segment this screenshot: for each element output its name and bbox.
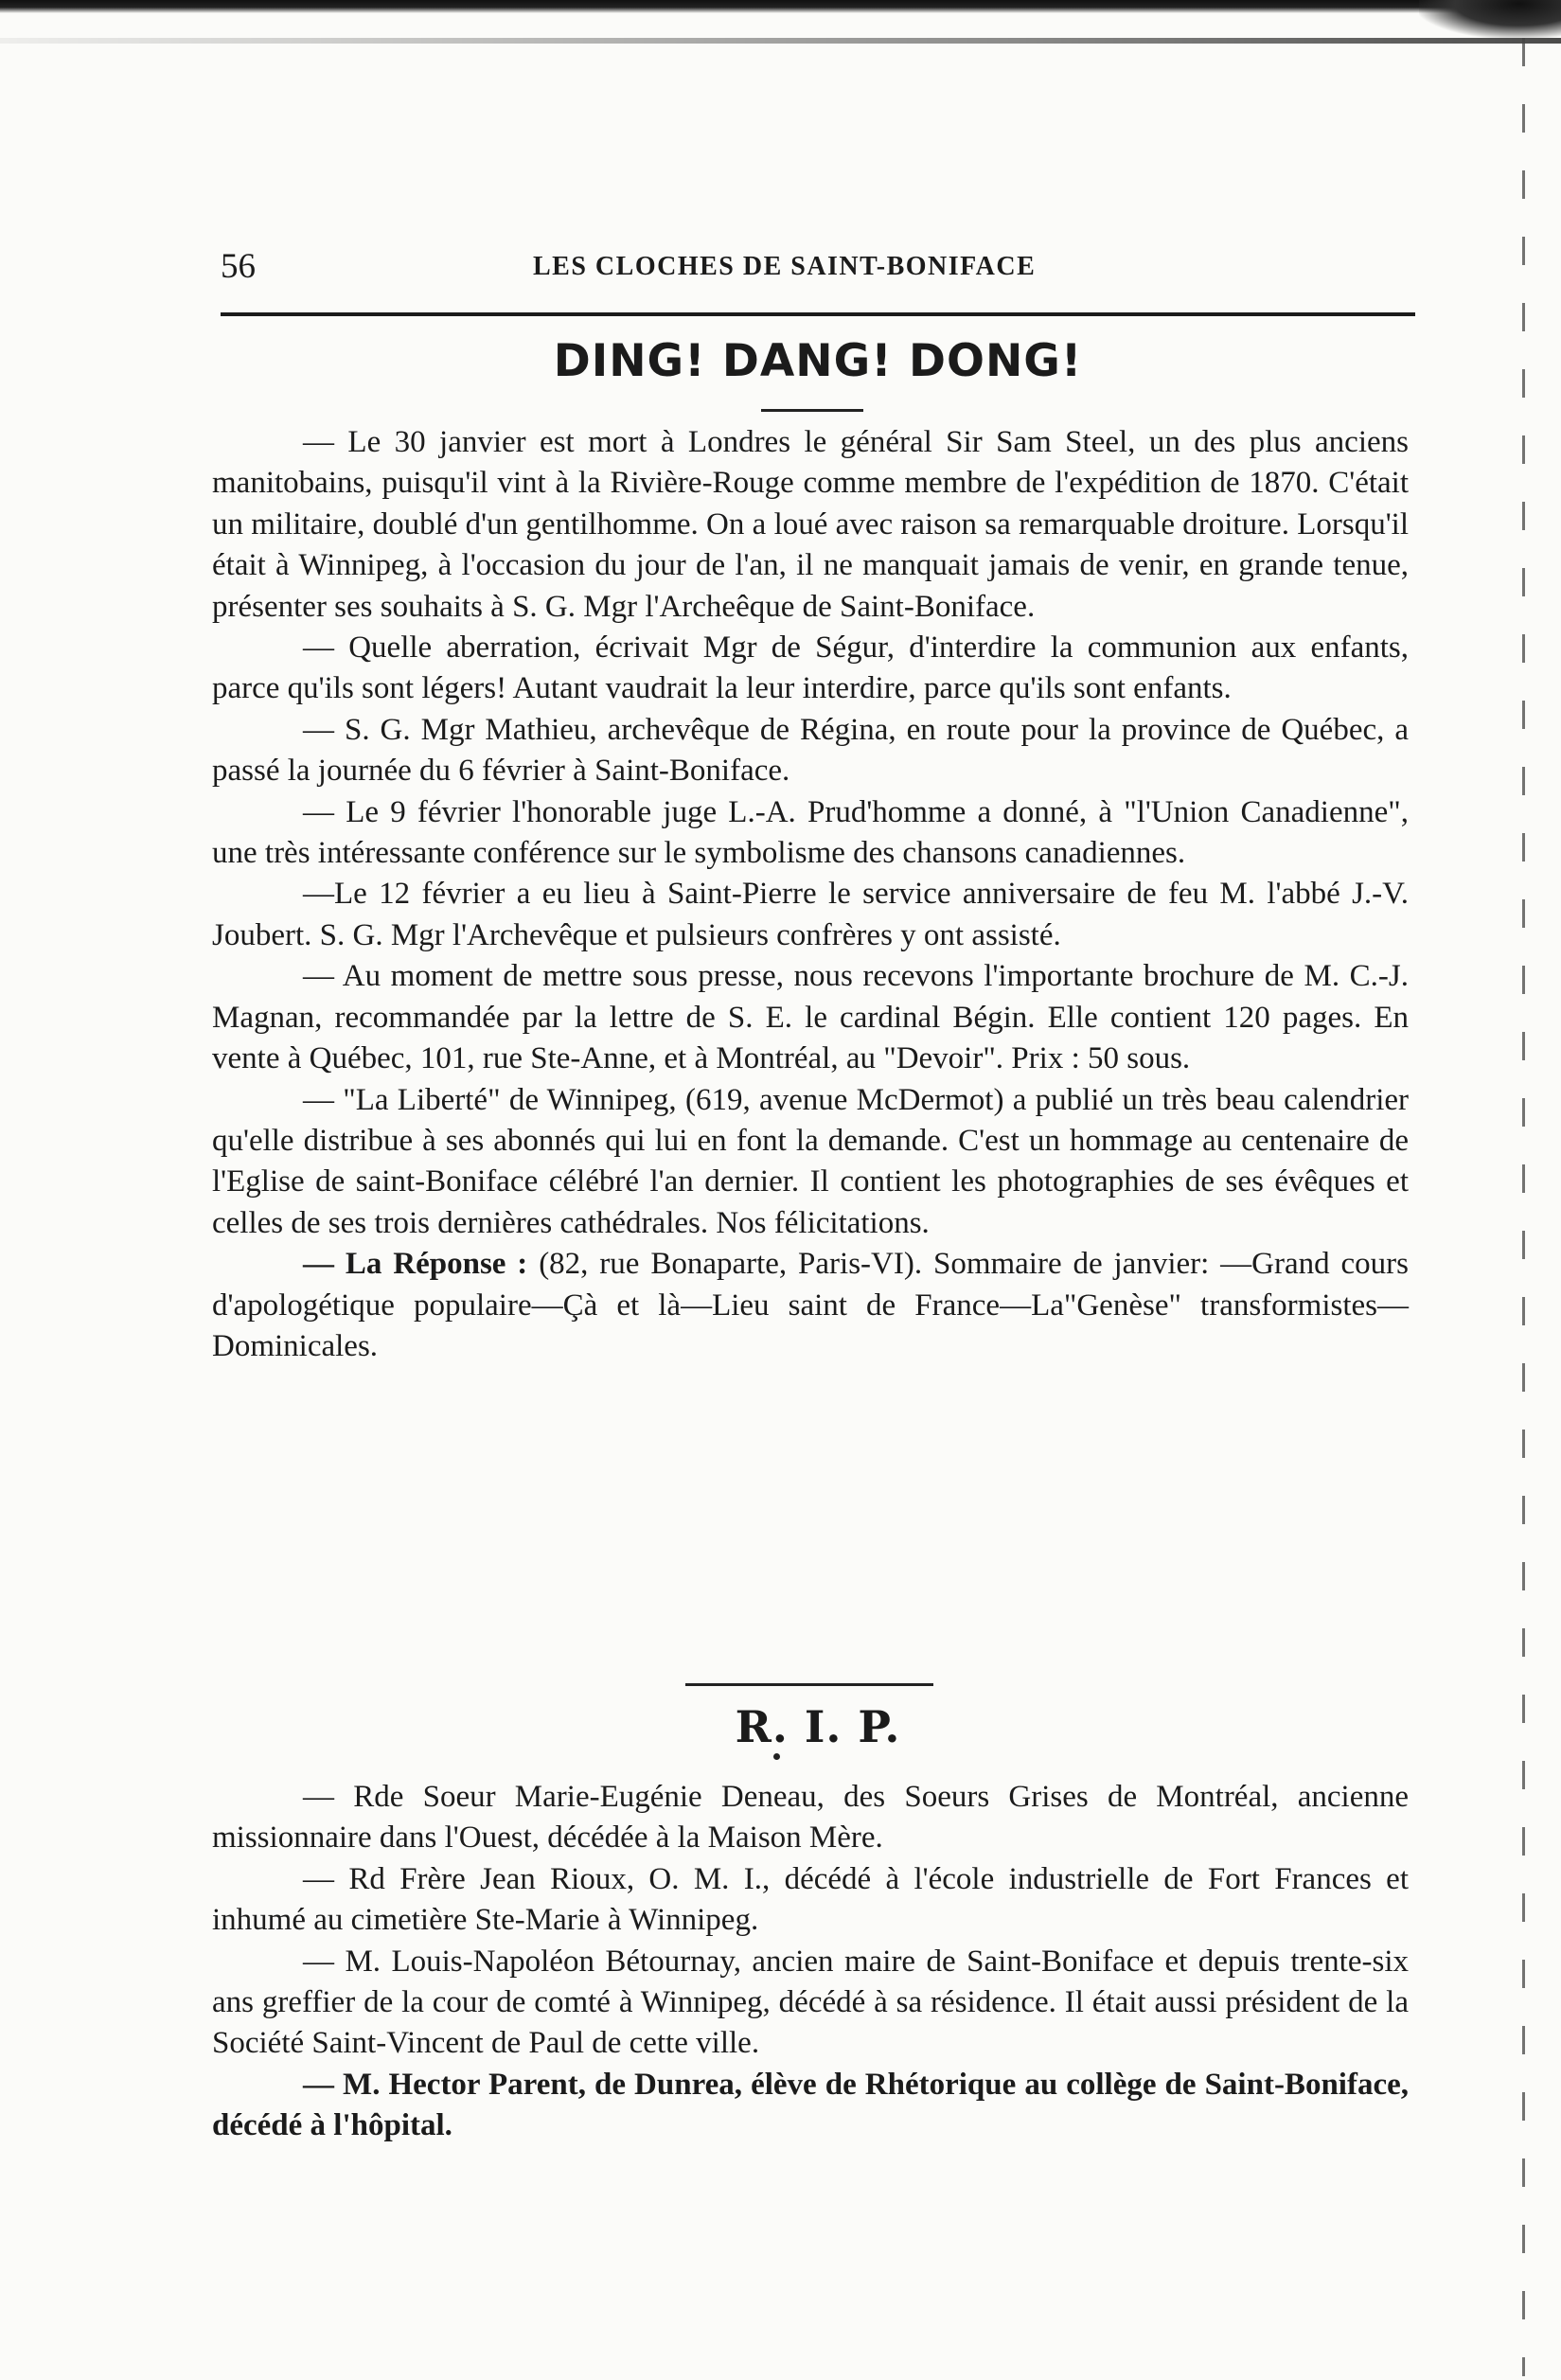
scan-page-edge	[1522, 38, 1525, 2376]
ornament-dot	[773, 1753, 780, 1760]
news-paragraph: — Quelle aberration, écrivait Mgr de Ségur, d'interdire la communion aux enfants, parce qu'ils sont légers! Autant vaudrait la leur interdire, parce qu'ils sont enfants.	[212, 631, 1409, 706]
section-title-ding: DING! DANG! DONG!	[553, 335, 1083, 387]
rip-notices	[212, 1777, 1409, 2147]
news-paragraph: — Le 30 janvier est mort à Londres le général Sir Sam Steel, un des plus anciens manitobains, puisqu'il vint à la Rivière-Rouge comme membre de l'expédition de 1870. C'était un militaire, doublé d'un gentilhomme. On a loué avec raison sa remarquable droiture. Lorsqu'il était à Winnipeg, à l'occasion du jour de l'an, il ne manquait jamais de venir, en grande tenue, présenter ses souhaits à S. G. Mgr l'Archeêque de Saint-Boniface.	[212, 425, 1409, 624]
scan-corner-shadow	[1419, 0, 1561, 38]
obituary-paragraph: — Rd Frère Jean Rioux, O. M. I., décédé à l'école industrielle de Fort Frances et inhumé au cimetière Ste-Marie à Winnipeg.	[212, 1861, 1409, 1938]
scan-streak	[0, 38, 1561, 44]
running-head	[221, 246, 1415, 293]
news-paragraph: — Au moment de mettre sous presse, nous recevons l'importante brochure de M. C.-J. Magnan, recommandée par la lettre de S. E. le cardinal Bégin. Elle contient 120 pages. En vente à Québec, 101, rue Ste-Anne, et à Montréal, au "Devoir". Prix : 50 sous.	[212, 959, 1409, 1076]
section-divider	[685, 1683, 933, 1686]
reponse-text: (82, rue Bonaparte, Paris-VI). Sommaire de janvier: —Grand cours d'apologétique populaire—Çà et là—Lieu saint de France—La"Genèse" transformistes—Dominicales.	[212, 1247, 1409, 1363]
section-title-rip: R. I. P.	[735, 1701, 901, 1752]
obituary-paragraph: — M. Louis-Napoléon Bétournay, ancien maire de Saint-Boniface et depuis trente-six ans greffier de la cour de comté à Winnipeg, décédé à sa résidence. Il était aussi président de la Société Saint-Vincent de Paul de cette ville.	[212, 1944, 1409, 2061]
obituary-paragraph: — Rde Soeur Marie-Eugénie Deneau, des Soeurs Grises de Montréal, ancienne missionnaire dans l'Ouest, décédée à la Maison Mère.	[212, 1780, 1409, 1856]
reponse-lead: — La Réponse :	[303, 1247, 528, 1282]
news-paragraph: —Le 12 février a eu lieu à Saint-Pierre le service anniversaire de feu M. l'abbé J.-V. Joubert. S. G. Mgr l'Archevêque et pulsieurs confrères y ont assisté.	[212, 877, 1409, 952]
ding-article	[212, 422, 1409, 1367]
page-number: 56	[221, 247, 256, 286]
obituary-paragraph: — M. Hector Parent, de Dunrea, élève de Rhétorique au collège de Saint-Boniface, décédé à l'hôpital.	[212, 2067, 1409, 2143]
title-underline	[761, 409, 863, 412]
reponse-paragraph	[212, 1244, 1409, 1367]
running-title: LES CLOCHES DE SAINT-BONIFACE	[533, 252, 1037, 281]
news-paragraph: — "La Liberté" de Winnipeg, (619, avenue McDermot) a publié un très beau calendrier qu'elle distribue à ses abonnés qui lui en font la demande. C'est un hommage au centenaire de l'Eglise de saint-Boniface célébré l'an dernier. Il contient les photographies de ses évêques et celles de ses trois dernières cathédrales. Nos félicitations.	[212, 1082, 1409, 1240]
news-paragraph: — Le 9 février l'honorable juge L.-A. Prud'homme a donné, à "l'Union Canadienne", une très intéressante conférence sur le symbolisme des chansons canadiennes.	[212, 794, 1409, 871]
header-rule	[221, 312, 1415, 316]
news-paragraph: — S. G. Mgr Mathieu, archevêque de Régina, en route pour la province de Québec, a passé la journée du 6 février à Saint-Boniface.	[212, 712, 1409, 789]
scan-border-top	[0, 0, 1561, 13]
